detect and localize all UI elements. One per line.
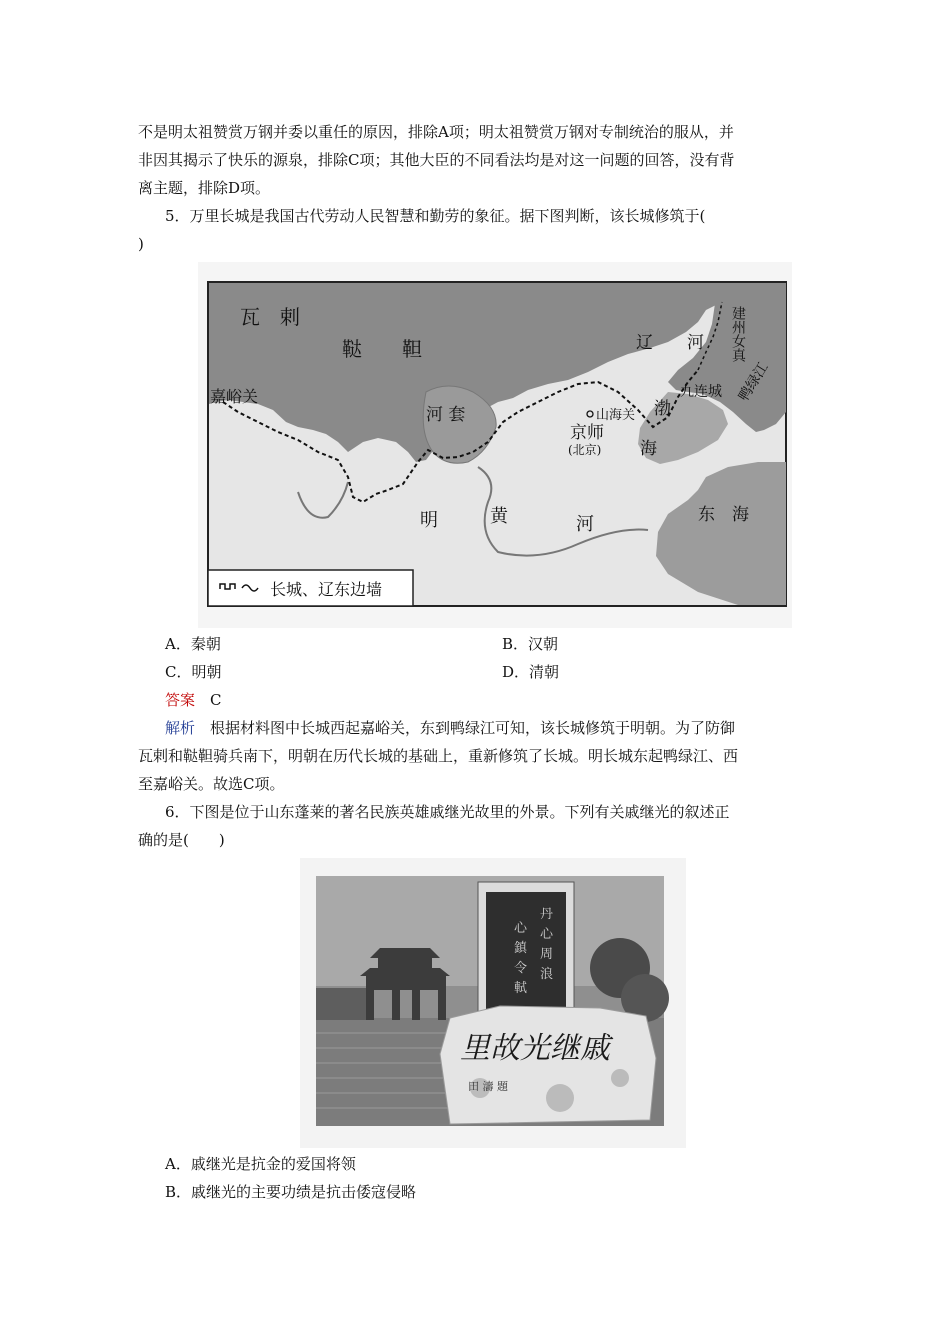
map-label-jianzhou: 建州女真 [730, 306, 746, 362]
explain-text-1: 根据材料图中长城西起嘉峪关，东到鸭绿江可知，该长城修筑于明朝。为了防御 [210, 719, 736, 737]
map-label-huanghe-2: 河 [576, 514, 594, 535]
intro-line-2: 非因其揭示了快乐的源泉，排除C项；其他大臣的不同看法均是对这一问题的回答，没有背 [138, 151, 735, 169]
great-wall-map [198, 262, 792, 628]
map-label-liaohe: 辽 河 [636, 333, 704, 353]
qi-jiguang-hometown-photo [300, 858, 686, 1148]
q6-option-b: B．戚继光的主要功绩是抗击倭寇侵略 [165, 1183, 417, 1201]
map-label-bohai-2: 海 [640, 439, 657, 459]
q5-option-a: A．秦朝 [165, 635, 221, 653]
map-label-ming: 明 [420, 510, 438, 531]
map-label-jiuliancheng: 九连城 [680, 384, 722, 400]
svg-text:心: 心 [514, 921, 528, 936]
q5-explain-line-2: 瓦剌和鞑靼骑兵南下，明朝在历代长城的基础上，重新修筑了长城。明长城东起鸭绿江、西 [138, 747, 739, 765]
svg-text:浪: 浪 [540, 967, 554, 982]
map-label-jiayuguan: 嘉峪关 [210, 387, 259, 406]
q5-explain-line-1 [165, 718, 735, 738]
svg-text:鎮: 鎮 [514, 941, 528, 956]
answer-value: C [210, 691, 222, 709]
svg-text:心: 心 [540, 927, 554, 942]
svg-text:軾: 軾 [514, 981, 528, 996]
map-label-jingshi: 京师 [570, 423, 604, 443]
intro-line-1: 不是明太祖赞赏万钢并委以重任的原因，排除A项；明太祖赞赏万钢对专制统治的服从，并 [138, 123, 734, 141]
q6-option-a: A．戚继光是抗金的爱国将领 [165, 1155, 356, 1173]
svg-text:丹: 丹 [540, 907, 554, 922]
q5-option-b: B．汉朝 [502, 635, 559, 653]
q5-option-c: C．明朝 [165, 663, 222, 681]
photo-stone-signature: 田 濤 題 [468, 1080, 508, 1093]
explain-label: 解析 [165, 719, 196, 737]
map-label-hetao: 河 套 [426, 405, 466, 425]
q5-option-d: D．清朝 [502, 663, 560, 681]
q5-stem-line-1: 5．万里长城是我国古代劳动人民智慧和勤劳的象征。据下图判断，该长城修筑于( [165, 207, 706, 225]
map-label-yalu: 鸭绿江 [735, 360, 772, 405]
map-legend-label: 长城、辽东边墙 [270, 580, 383, 599]
svg-text:令: 令 [514, 961, 528, 976]
map-label-wala: 瓦 剌 [240, 305, 300, 329]
map-label-donghai: 东 海 [698, 505, 749, 525]
photo-stone-inscription: 里故光继戚 [460, 1031, 610, 1066]
map-label-tatar: 鞑 靼 [342, 337, 422, 361]
map-label-huanghe-1: 黄 [490, 506, 508, 527]
q5-stem-line-2: ) [138, 235, 144, 253]
map-label-bohai-1: 渤 [654, 399, 671, 419]
answer-label: 答案 [165, 691, 196, 709]
svg-text:周: 周 [540, 947, 554, 962]
q5-explain-line-3: 至嘉峪关。故选C项。 [138, 775, 285, 793]
map-label-beijing: (北京) [568, 443, 602, 457]
q6-stem-line-1: 6．下图是位于山东蓬莱的著名民族英雄戚继光故里的外景。下列有关戚继光的叙述正 [165, 803, 730, 821]
q6-stem-line-2: 确的是( ) [138, 831, 225, 849]
q5-answer [165, 690, 222, 710]
intro-line-3: 离主题，排除D项。 [138, 179, 271, 197]
map-label-shanhaiguan: 山海关 [596, 408, 636, 423]
